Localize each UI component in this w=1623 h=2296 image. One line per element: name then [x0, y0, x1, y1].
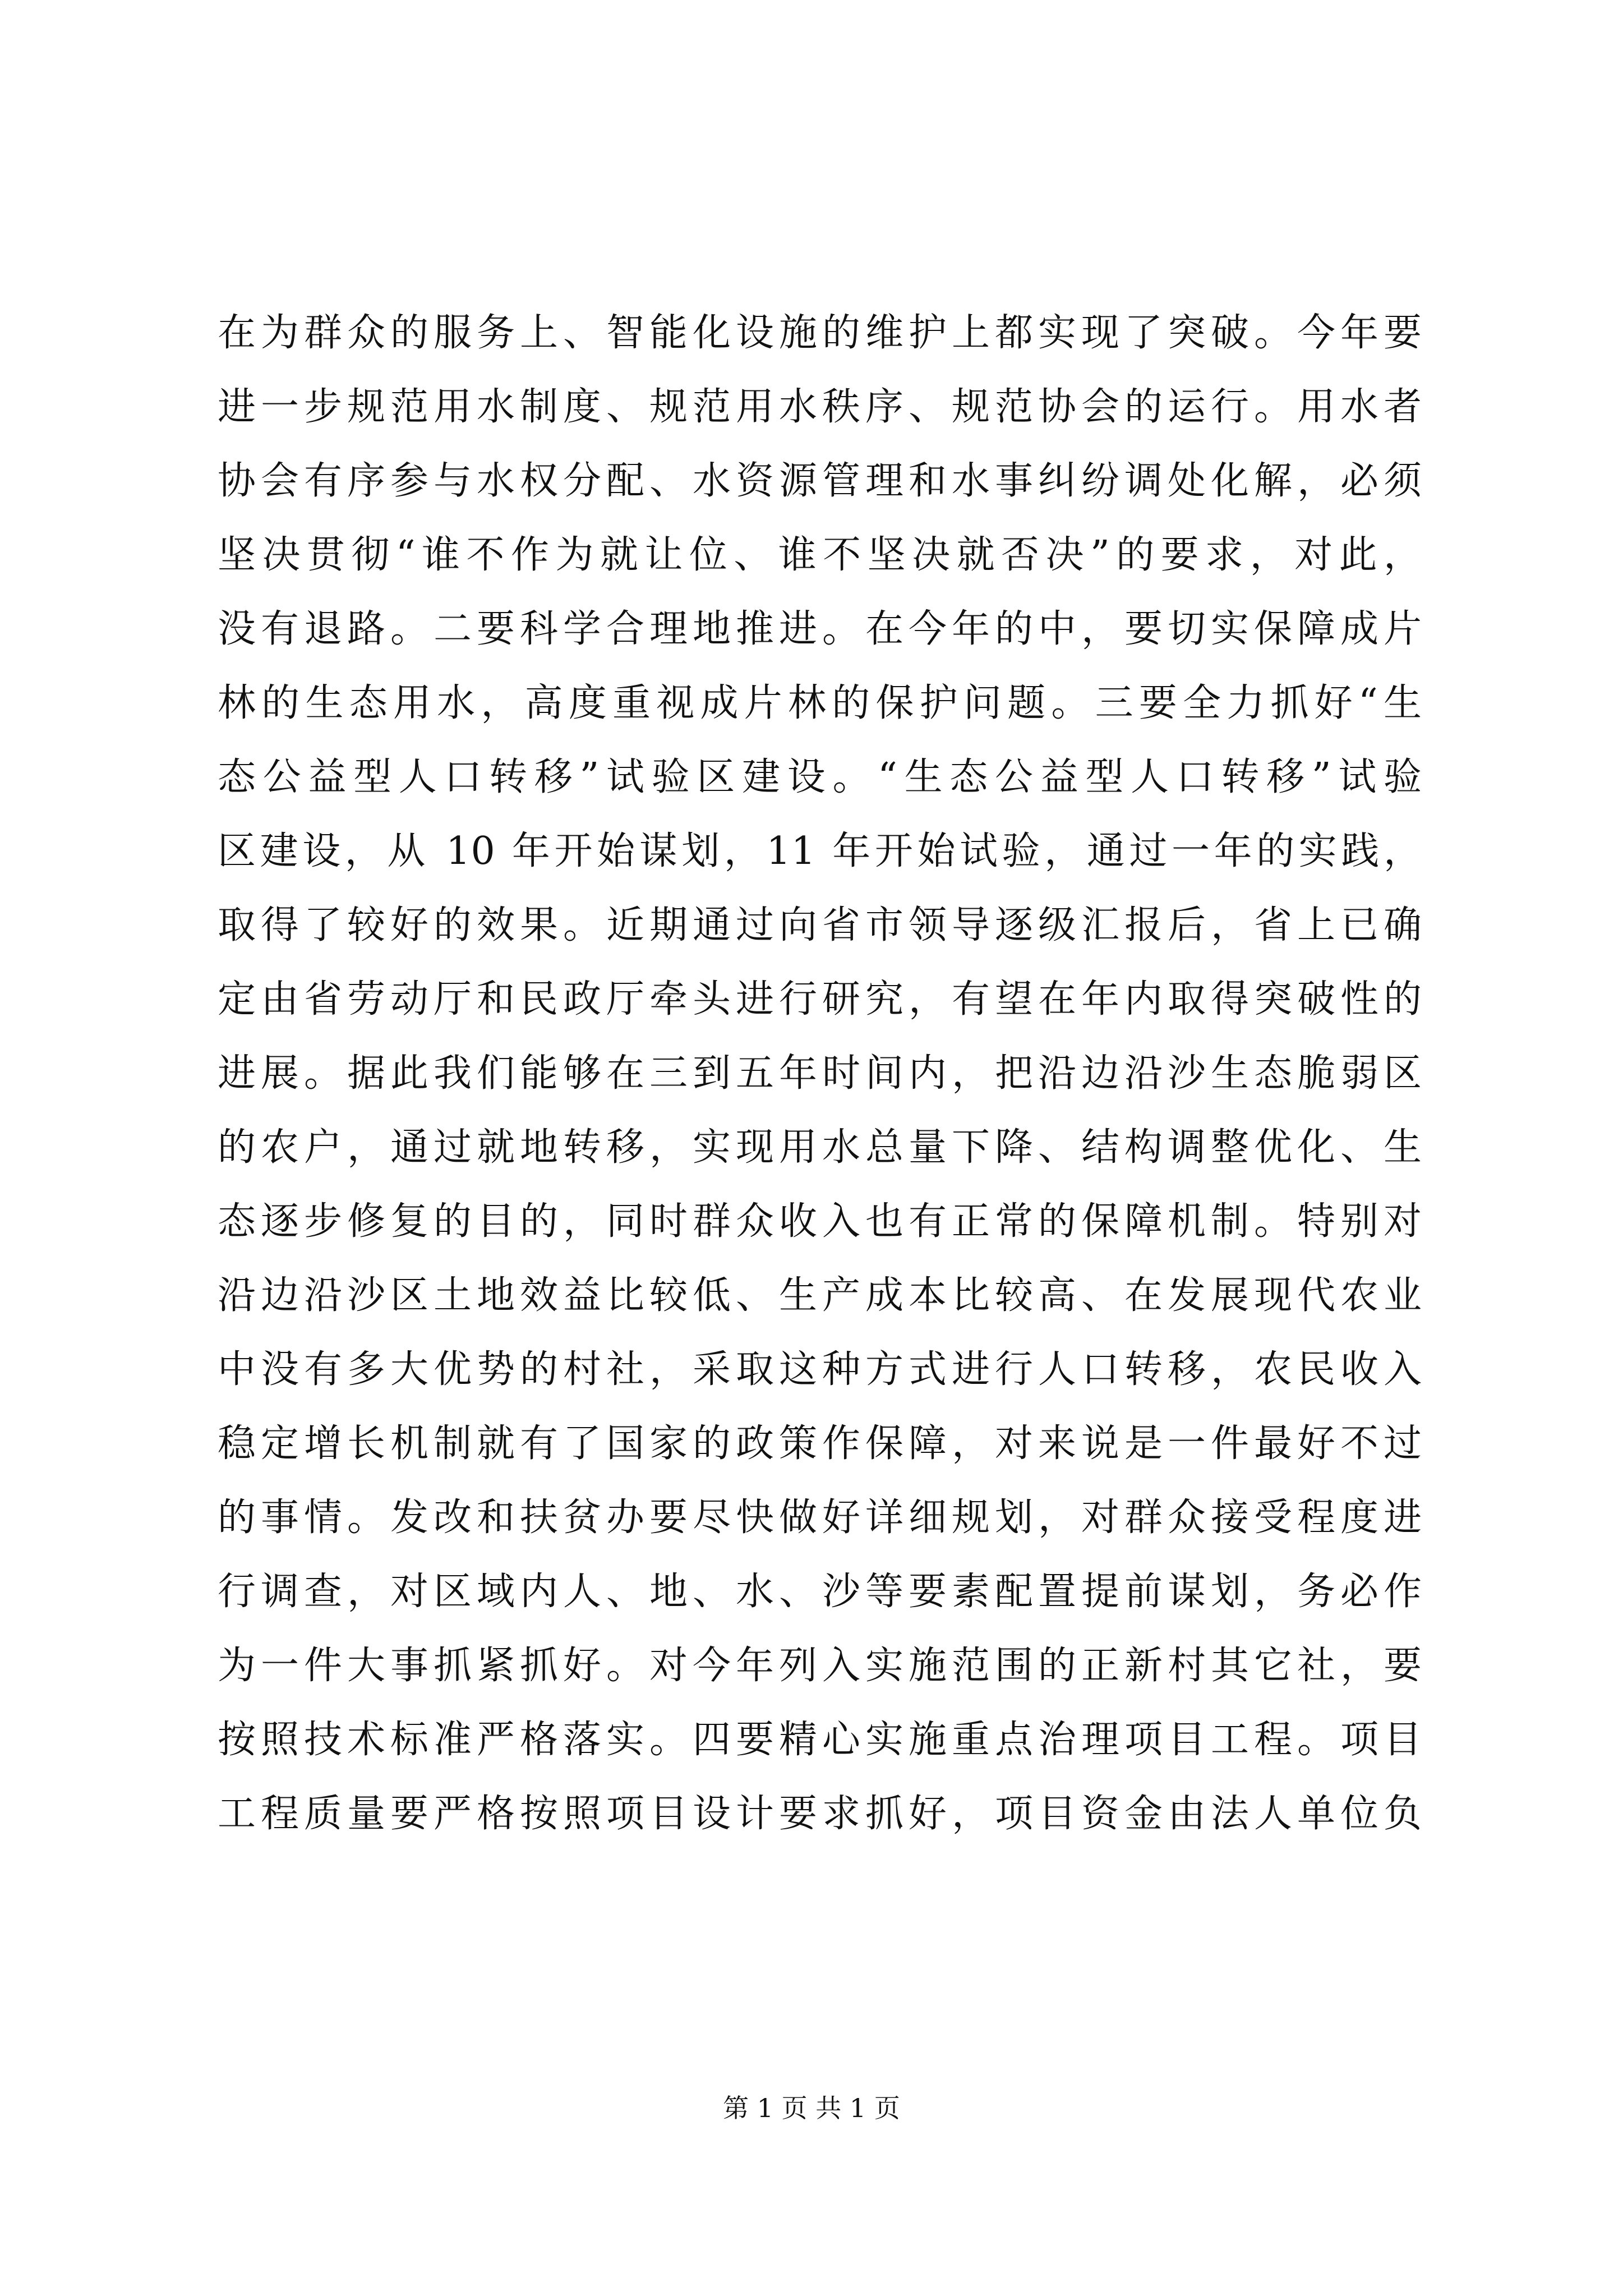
text-line-11: 进展。据此我们能够在三到五年时间内，把沿边沿沙生态脆弱区 — [218, 1051, 1422, 1096]
text-line-9: 取得了较好的效果。近期通过向省市领导逐级汇报后，省上已确 — [218, 903, 1422, 947]
page-footer: 第 1 页 共 1 页 — [723, 2093, 900, 2123]
text-line-6: 林的生态用水，高度重视成片林的保护问题。三要全力抓好“生 — [218, 681, 1422, 725]
text-line-12: 的农户，通过就地转移，实现用水总量下降、结构调整优化、生 — [218, 1125, 1422, 1170]
text-line-20: 按照技术标准严格落实。四要精心实施重点治理项目工程。项目 — [218, 1718, 1422, 1762]
body-text — [218, 296, 1422, 1851]
text-line-1: 在为群众的服务上、智能化设施的维护上都实现了突破。今年要 — [218, 311, 1422, 355]
text-line-4: 坚决贯彻“谁不作为就让位、谁不坚决就否决”的要求，对此， — [218, 533, 1422, 577]
text-line-3: 协会有序参与水权分配、水资源管理和水事纠纷调处化解，必须 — [218, 459, 1422, 503]
text-line-18: 行调查，对区域内人、地、水、沙等要素配置提前谋划，务必作 — [218, 1570, 1422, 1614]
text-line-15: 中没有多大优势的村社，采取这种方式进行人口转移，农民收入 — [218, 1347, 1422, 1392]
text-line-19: 为一件大事抓紧抓好。对今年列入实施范围的正新村其它社，要 — [218, 1644, 1422, 1688]
text-line-8: 区建设，从 10 年开始谋划，11 年开始试验，通过一年的实践， — [218, 829, 1422, 873]
text-line-21: 工程质量要严格按照项目设计要求抓好，项目资金由法人单位负 — [218, 1792, 1422, 1836]
text-line-17: 的事情。发改和扶贫办要尽快做好详细规划，对群众接受程度进 — [218, 1496, 1422, 1540]
text-line-14: 沿边沿沙区土地效益比较低、生产成本比较高、在发展现代农业 — [218, 1273, 1422, 1318]
text-line-13: 态逐步修复的目的，同时群众收入也有正常的保障机制。特别对 — [218, 1199, 1422, 1244]
text-line-7: 态公益型人口转移”试验区建设。“生态公益型人口转移”试验 — [218, 755, 1422, 799]
text-line-16: 稳定增长机制就有了国家的政策作保障，对来说是一件最好不过 — [218, 1421, 1422, 1466]
text-line-2: 进一步规范用水制度、规范用水秩序、规范协会的运行。用水者 — [218, 385, 1422, 429]
text-line-10: 定由省劳动厅和民政厅牵头进行研究，有望在年内取得突破性的 — [218, 977, 1422, 1022]
text-line-5: 没有退路。二要科学合理地推进。在今年的中，要切实保障成片 — [218, 607, 1422, 651]
